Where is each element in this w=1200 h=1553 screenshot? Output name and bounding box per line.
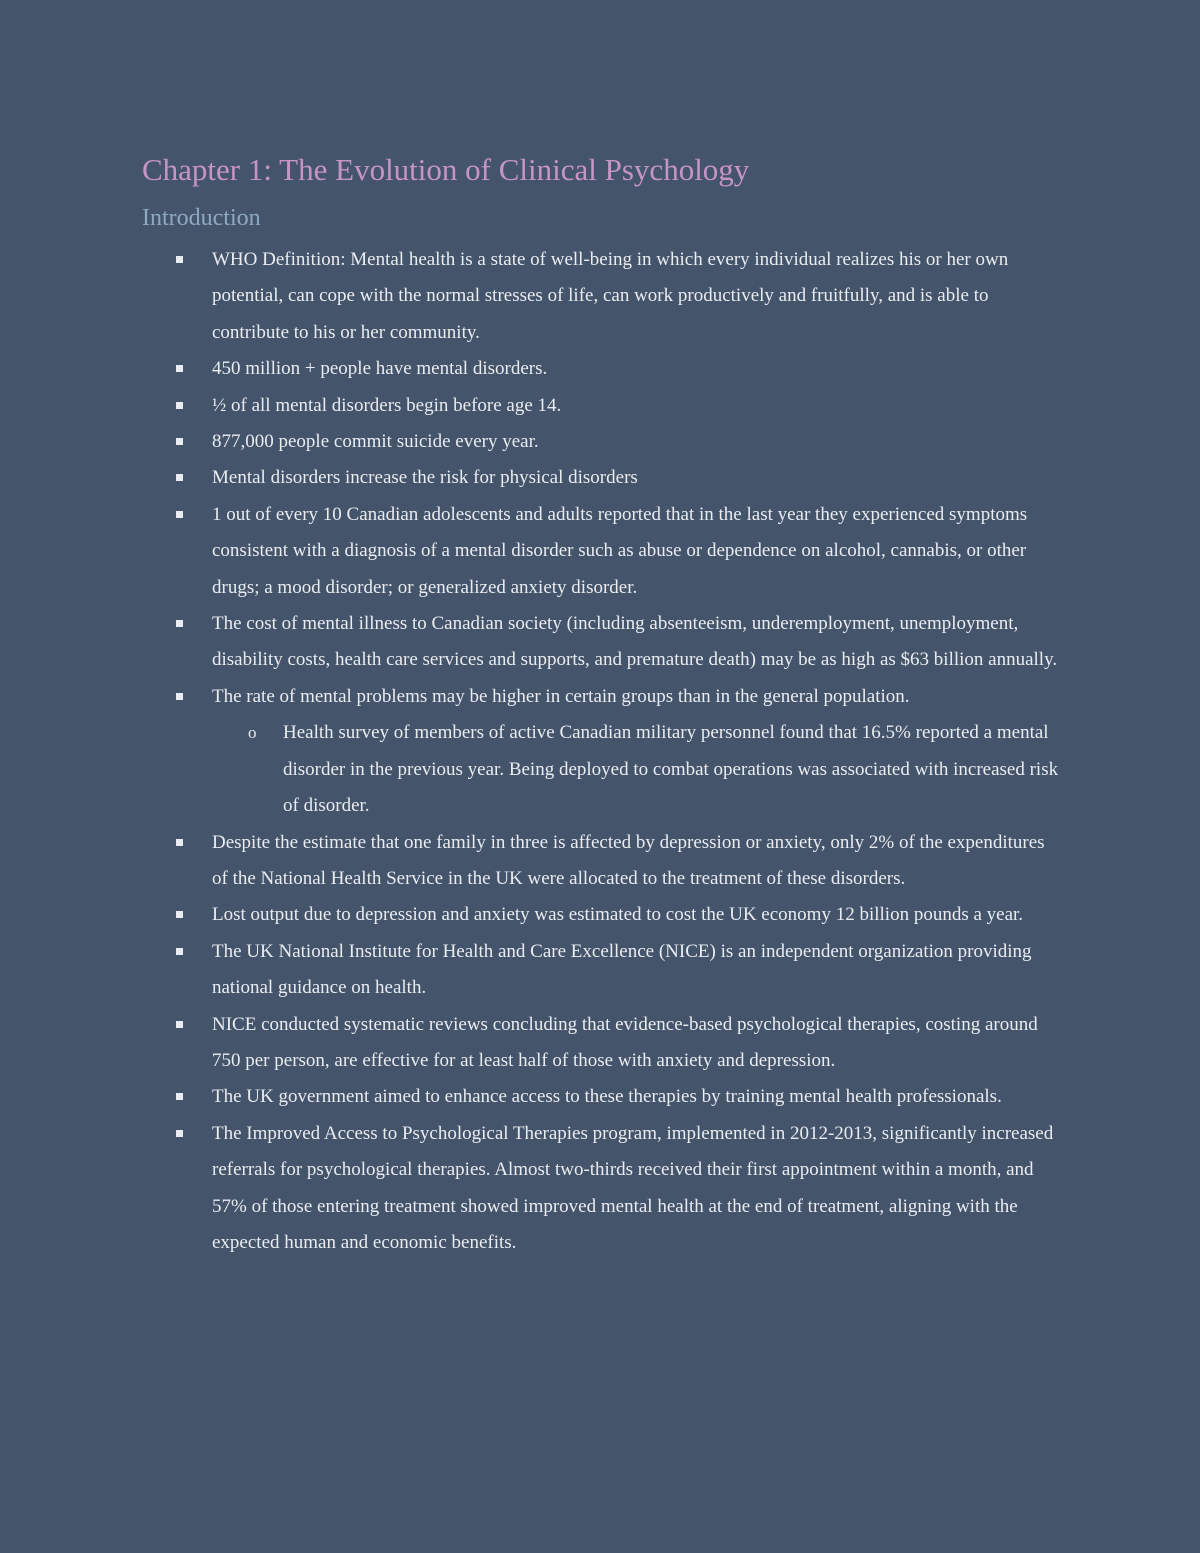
content-body [0, 242, 1200, 1261]
square-bullet-icon [176, 365, 183, 372]
square-bullet-icon [176, 438, 183, 445]
list-item [0, 242, 1062, 351]
list-item-text: NICE conducted systematic reviews concluding that evidence-based psychological therapies, costing around 750 per person, are effective for at least half of those with anxiety and depression. [212, 1013, 1038, 1071]
list-item-text: 877,000 people commit suicide every year. [212, 431, 539, 453]
chapter-title: Chapter 1: The Evolution of Clinical Psychology [142, 152, 750, 187]
list-item [0, 351, 1062, 387]
square-bullet-icon [176, 256, 183, 263]
list-item [0, 934, 1062, 1007]
list-item-text: Mental disorders increase the risk for physical disorders [212, 467, 638, 489]
list-item-text: The Improved Access to Psychological Therapies program, implemented in 2012-2013, significantly increased referrals for psychological therapies. Almost two-thirds received their first appointment within a month, and 57% of those entering treatment showed improved mental health at the end of treatment, aligning with the expected human and economic benefits. [212, 1122, 1054, 1253]
list-item [0, 497, 1062, 606]
list-item [0, 1079, 1062, 1115]
square-bullet-icon [176, 402, 183, 409]
square-bullet-icon [176, 948, 183, 955]
list-item-text: The rate of mental problems may be higher in certain groups than in the general population. [212, 685, 910, 707]
list-item-text: Lost output due to depression and anxiety was estimated to cost the UK economy 12 billion pounds a year. [212, 904, 1024, 926]
circle-bullet-icon: o [248, 723, 257, 743]
list-item-text: Despite the estimate that one family in three is affected by depression or anxiety, only 2% of the expenditures of the National Health Service in the UK were allocated to the treatment of these disorders. [212, 831, 1045, 889]
square-bullet-icon [176, 1021, 183, 1028]
list-item-text: 450 million + people have mental disorders. [212, 358, 548, 380]
list-item-text: The UK government aimed to enhance access to these therapies by training mental health professionals. [212, 1086, 1002, 1108]
list-item [0, 1116, 1062, 1262]
list-item-text: The cost of mental illness to Canadian society (including absenteeism, underemployment, unemployment, disability costs, health care services and supports, and premature death) may be as high as $63 billion annually. [212, 613, 1058, 671]
square-bullet-icon [176, 620, 183, 627]
list-item-text: 1 out of every 10 Canadian adolescents and adults reported that in the last year they experienced symptoms consistent with a diagnosis of a mental disorder such as abuse or dependence on alcohol, cannabis, or other drugs; a mood disorder; or generalized anxiety disorder. [212, 503, 1028, 598]
bullet-list [0, 242, 1200, 1261]
sub-list-item [248, 715, 1062, 824]
list-item [0, 679, 1062, 825]
list-item-text: ½ of all mental disorders begin before age 14. [212, 394, 562, 416]
list-item [0, 1007, 1062, 1080]
square-bullet-icon [176, 1130, 183, 1137]
list-item [0, 897, 1062, 933]
sub-list [212, 715, 1062, 824]
section-heading: Introduction [142, 205, 261, 231]
list-item [0, 424, 1062, 460]
square-bullet-icon [176, 911, 183, 918]
square-bullet-icon [176, 693, 183, 700]
list-item-text: The UK National Institute for Health and Care Excellence (NICE) is an independent organization providing national guidance on health. [212, 940, 1032, 999]
square-bullet-icon [176, 839, 183, 846]
square-bullet-icon [176, 511, 183, 518]
square-bullet-icon [176, 1093, 183, 1100]
list-item [0, 825, 1062, 898]
square-bullet-icon [176, 474, 183, 481]
list-item-text: WHO Definition: Mental health is a state of well-being in which every individual realizes his or her own potential, can cope with the normal stresses of life, can work productively and fruitfully, and is able to contribute to his or her community. [212, 249, 1009, 343]
list-item [0, 606, 1062, 679]
sub-list-item-text: Health survey of members of active Canadian military personnel found that 16.5% reported a mental disorder in the previous year. Being deployed to combat operations was associated with increased risk of disorder. [283, 722, 1059, 817]
list-item [0, 388, 1062, 424]
list-item [0, 460, 1062, 496]
